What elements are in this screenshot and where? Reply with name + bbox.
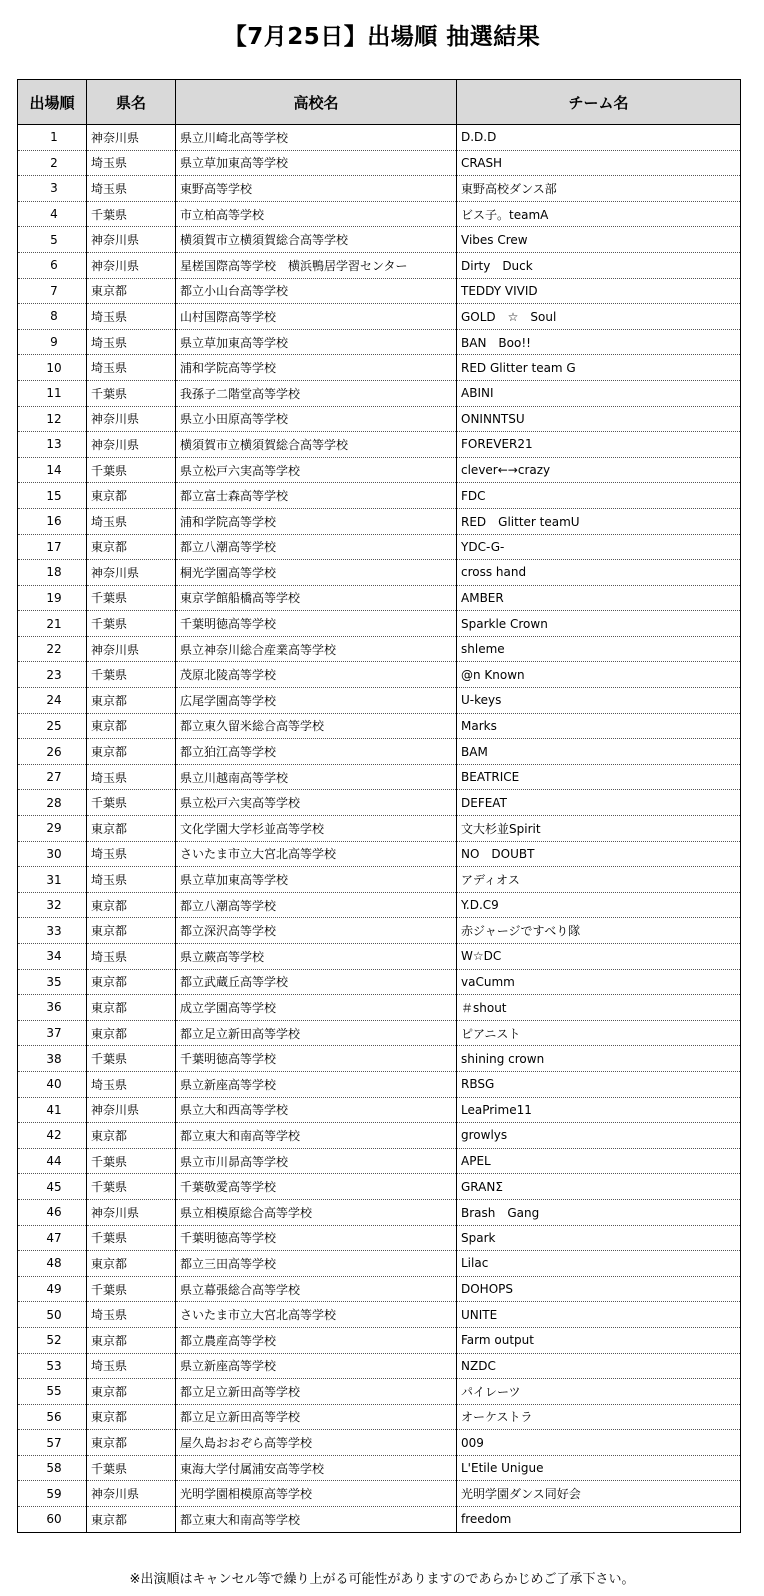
table-row — [18, 1481, 741, 1507]
prefecture-cell: 埼玉県 — [87, 841, 176, 867]
table-row — [18, 355, 741, 381]
team-cell: Vibes Crew — [457, 227, 741, 253]
prefecture-cell: 埼玉県 — [87, 867, 176, 893]
table-row — [18, 406, 741, 432]
team-cell: vaCumm — [457, 969, 741, 995]
table-row — [18, 1123, 741, 1149]
prefecture-cell: 東京都 — [87, 969, 176, 995]
school-cell: 県立草加東高等学校 — [176, 150, 457, 176]
column-header-team: チーム名 — [457, 80, 741, 125]
order-cell: 26 — [18, 739, 87, 765]
order-cell: 56 — [18, 1404, 87, 1430]
school-cell: 都立狛江高等学校 — [176, 739, 457, 765]
team-cell: AMBER — [457, 585, 741, 611]
table-row — [18, 892, 741, 918]
school-cell: 都立東大和南高等学校 — [176, 1507, 457, 1533]
school-cell: 都立東久留米総合高等学校 — [176, 713, 457, 739]
prefecture-cell: 東京都 — [87, 1379, 176, 1405]
table-row — [18, 841, 741, 867]
table-row — [18, 790, 741, 816]
table-row — [18, 201, 741, 227]
table-row — [18, 304, 741, 330]
page-title: 【7月25日】出場順 抽選結果 — [223, 24, 541, 50]
table-row — [18, 1302, 741, 1328]
school-cell: 千葉明徳高等学校 — [176, 1225, 457, 1251]
order-cell: 35 — [18, 969, 87, 995]
order-cell: 1 — [18, 125, 87, 151]
team-cell: DOHOPS — [457, 1276, 741, 1302]
table-row — [18, 278, 741, 304]
table-row — [18, 534, 741, 560]
table-row — [18, 1507, 741, 1533]
prefecture-cell: 埼玉県 — [87, 329, 176, 355]
team-cell: shining crown — [457, 1046, 741, 1072]
table-row — [18, 1071, 741, 1097]
order-cell: 29 — [18, 816, 87, 842]
prefecture-cell: 東京都 — [87, 1020, 176, 1046]
team-cell: ピアニスト — [457, 1020, 741, 1046]
order-cell: 37 — [18, 1020, 87, 1046]
table-row — [18, 918, 741, 944]
team-cell: 009 — [457, 1430, 741, 1456]
order-cell: 33 — [18, 918, 87, 944]
table-row — [18, 252, 741, 278]
order-cell: 8 — [18, 304, 87, 330]
table-row — [18, 1148, 741, 1174]
team-cell: 東野高校ダンス部 — [457, 176, 741, 202]
prefecture-cell: 埼玉県 — [87, 150, 176, 176]
table-row — [18, 764, 741, 790]
table-row — [18, 508, 741, 534]
order-cell: 15 — [18, 483, 87, 509]
table-row — [18, 969, 741, 995]
team-cell: NZDC — [457, 1353, 741, 1379]
team-cell: オーケストラ — [457, 1404, 741, 1430]
order-cell: 22 — [18, 636, 87, 662]
school-cell: 文化学園大学杉並高等学校 — [176, 816, 457, 842]
table-row — [18, 432, 741, 458]
school-cell: 桐光学園高等学校 — [176, 560, 457, 586]
table-row — [18, 1225, 741, 1251]
order-cell: 31 — [18, 867, 87, 893]
prefecture-cell: 東京都 — [87, 534, 176, 560]
team-cell: Y.D.C9 — [457, 892, 741, 918]
table-row — [18, 1174, 741, 1200]
school-cell: 成立学園高等学校 — [176, 995, 457, 1021]
prefecture-cell: 千葉県 — [87, 201, 176, 227]
school-cell: 都立三田高等学校 — [176, 1251, 457, 1277]
prefecture-cell: 千葉県 — [87, 790, 176, 816]
table-row — [18, 125, 741, 151]
table-row — [18, 457, 741, 483]
team-cell: パイレーツ — [457, 1379, 741, 1405]
order-cell: 7 — [18, 278, 87, 304]
prefecture-cell: 東京都 — [87, 713, 176, 739]
prefecture-cell: 東京都 — [87, 483, 176, 509]
prefecture-cell: 東京都 — [87, 1430, 176, 1456]
prefecture-cell: 埼玉県 — [87, 176, 176, 202]
school-cell: 横須賀市立横須賀総合高等学校 — [176, 432, 457, 458]
team-cell: DEFEAT — [457, 790, 741, 816]
prefecture-cell: 神奈川県 — [87, 1199, 176, 1225]
order-cell: 4 — [18, 201, 87, 227]
team-cell: Lilac — [457, 1251, 741, 1277]
prefecture-cell: 東京都 — [87, 1327, 176, 1353]
school-cell: 都立深沢高等学校 — [176, 918, 457, 944]
prefecture-cell: 神奈川県 — [87, 560, 176, 586]
prefecture-cell: 東京都 — [87, 995, 176, 1021]
table-body — [18, 125, 741, 1533]
prefecture-cell: 千葉県 — [87, 611, 176, 637]
order-cell: 59 — [18, 1481, 87, 1507]
team-cell: RED Glitter team G — [457, 355, 741, 381]
order-cell: 12 — [18, 406, 87, 432]
team-cell: Brash Gang — [457, 1199, 741, 1225]
order-cell: 3 — [18, 176, 87, 202]
column-header-order: 出場順 — [18, 80, 87, 125]
team-cell: @n Known — [457, 662, 741, 688]
school-cell: 県立神奈川総合産業高等学校 — [176, 636, 457, 662]
order-cell: 42 — [18, 1123, 87, 1149]
school-cell: 県立相模原総合高等学校 — [176, 1199, 457, 1225]
order-cell: 14 — [18, 457, 87, 483]
school-cell: 県立草加東高等学校 — [176, 329, 457, 355]
prefecture-cell: 千葉県 — [87, 1455, 176, 1481]
team-cell: APEL — [457, 1148, 741, 1174]
order-cell: 58 — [18, 1455, 87, 1481]
order-cell: 55 — [18, 1379, 87, 1405]
team-cell: Dirty Duck — [457, 252, 741, 278]
order-cell: 34 — [18, 944, 87, 970]
school-cell: 都立小山台高等学校 — [176, 278, 457, 304]
prefecture-cell: 神奈川県 — [87, 1481, 176, 1507]
team-cell: shleme — [457, 636, 741, 662]
team-cell: FDC — [457, 483, 741, 509]
order-cell: 13 — [18, 432, 87, 458]
table-row — [18, 1379, 741, 1405]
prefecture-cell: 東京都 — [87, 816, 176, 842]
school-cell: 県立大和西高等学校 — [176, 1097, 457, 1123]
order-cell: 36 — [18, 995, 87, 1021]
team-cell: GRANΣ — [457, 1174, 741, 1200]
team-cell: D.D.D — [457, 125, 741, 151]
school-cell: さいたま市立大宮北高等学校 — [176, 1302, 457, 1328]
order-cell: 23 — [18, 662, 87, 688]
team-cell: LeaPrime11 — [457, 1097, 741, 1123]
order-cell: 52 — [18, 1327, 87, 1353]
table-row — [18, 380, 741, 406]
team-cell: 赤ジャージですべり隊 — [457, 918, 741, 944]
order-cell: 19 — [18, 585, 87, 611]
prefecture-cell: 東京都 — [87, 892, 176, 918]
school-cell: 千葉明徳高等学校 — [176, 611, 457, 637]
team-cell: cross hand — [457, 560, 741, 586]
footnote: ※出演順はキャンセル等で繰り上がる可能性がありますのであらかじめご了承下さい。 — [129, 1572, 635, 1587]
team-cell: NO DOUBT — [457, 841, 741, 867]
order-cell: 40 — [18, 1071, 87, 1097]
team-cell: Spark — [457, 1225, 741, 1251]
team-cell: TEDDY VIVID — [457, 278, 741, 304]
prefecture-cell: 埼玉県 — [87, 355, 176, 381]
school-cell: 横須賀市立横須賀総合高等学校 — [176, 227, 457, 253]
school-cell: 都立足立新田高等学校 — [176, 1020, 457, 1046]
order-cell: 60 — [18, 1507, 87, 1533]
order-cell: 17 — [18, 534, 87, 560]
table-row — [18, 1430, 741, 1456]
team-cell: FOREVER21 — [457, 432, 741, 458]
school-cell: 東京学館船橋高等学校 — [176, 585, 457, 611]
school-cell: 浦和学院高等学校 — [176, 355, 457, 381]
order-cell: 18 — [18, 560, 87, 586]
school-cell: 星槎国際高等学校 横浜鴨居学習センター — [176, 252, 457, 278]
table-row — [18, 1276, 741, 1302]
school-cell: 都立八潮高等学校 — [176, 534, 457, 560]
table-row — [18, 713, 741, 739]
order-cell: 50 — [18, 1302, 87, 1328]
team-cell: 文大杉並Spirit — [457, 816, 741, 842]
prefecture-cell: 埼玉県 — [87, 508, 176, 534]
order-cell: 16 — [18, 508, 87, 534]
table-row — [18, 1097, 741, 1123]
team-cell: ＃shout — [457, 995, 741, 1021]
order-cell: 2 — [18, 150, 87, 176]
table-row — [18, 483, 741, 509]
order-cell: 38 — [18, 1046, 87, 1072]
order-cell: 41 — [18, 1097, 87, 1123]
table-row — [18, 611, 741, 637]
table-row — [18, 1020, 741, 1046]
team-cell: U-keys — [457, 688, 741, 714]
prefecture-cell: 埼玉県 — [87, 944, 176, 970]
team-cell: ONINNTSU — [457, 406, 741, 432]
prefecture-cell: 神奈川県 — [87, 252, 176, 278]
prefecture-cell: 神奈川県 — [87, 227, 176, 253]
school-cell: 山村国際高等学校 — [176, 304, 457, 330]
table-row — [18, 227, 741, 253]
school-cell: 県立新座高等学校 — [176, 1071, 457, 1097]
prefecture-cell: 千葉県 — [87, 585, 176, 611]
school-cell: 屋久島おおぞら高等学校 — [176, 1430, 457, 1456]
prefecture-cell: 東京都 — [87, 1251, 176, 1277]
prefecture-cell: 千葉県 — [87, 1046, 176, 1072]
table-row — [18, 1046, 741, 1072]
school-cell: 都立東大和南高等学校 — [176, 1123, 457, 1149]
prefecture-cell: 神奈川県 — [87, 125, 176, 151]
table-row — [18, 1327, 741, 1353]
team-cell: freedom — [457, 1507, 741, 1533]
table-row — [18, 329, 741, 355]
school-cell: 県立蕨高等学校 — [176, 944, 457, 970]
order-cell: 10 — [18, 355, 87, 381]
prefecture-cell: 千葉県 — [87, 1148, 176, 1174]
prefecture-cell: 東京都 — [87, 1123, 176, 1149]
prefecture-cell: 千葉県 — [87, 1225, 176, 1251]
team-cell: アディオス — [457, 867, 741, 893]
team-cell: L'Etile Unigue — [457, 1455, 741, 1481]
school-cell: 県立川崎北高等学校 — [176, 125, 457, 151]
prefecture-cell: 千葉県 — [87, 380, 176, 406]
table-header-row — [18, 80, 741, 125]
table-row — [18, 585, 741, 611]
team-cell: Sparkle Crown — [457, 611, 741, 637]
team-cell: BAM — [457, 739, 741, 765]
team-cell: W☆DC — [457, 944, 741, 970]
team-cell: clever←→crazy — [457, 457, 741, 483]
prefecture-cell: 神奈川県 — [87, 1097, 176, 1123]
order-cell: 9 — [18, 329, 87, 355]
team-cell: Farm output — [457, 1327, 741, 1353]
team-cell: growlys — [457, 1123, 741, 1149]
team-cell: UNITE — [457, 1302, 741, 1328]
table-row — [18, 739, 741, 765]
school-cell: 市立柏高等学校 — [176, 201, 457, 227]
order-cell: 44 — [18, 1148, 87, 1174]
school-cell: 光明学園相模原高等学校 — [176, 1481, 457, 1507]
order-cell: 53 — [18, 1353, 87, 1379]
team-cell: BEATRICE — [457, 764, 741, 790]
table-row — [18, 688, 741, 714]
table-row — [18, 560, 741, 586]
prefecture-cell: 千葉県 — [87, 1174, 176, 1200]
school-cell: 県立草加東高等学校 — [176, 867, 457, 893]
school-cell: 県立川越南高等学校 — [176, 764, 457, 790]
table-row — [18, 1455, 741, 1481]
school-cell: 県立松戸六実高等学校 — [176, 457, 457, 483]
order-cell: 21 — [18, 611, 87, 637]
table-row — [18, 816, 741, 842]
prefecture-cell: 千葉県 — [87, 662, 176, 688]
school-cell: さいたま市立大宮北高等学校 — [176, 841, 457, 867]
order-cell: 25 — [18, 713, 87, 739]
prefecture-cell: 神奈川県 — [87, 636, 176, 662]
school-cell: 県立新座高等学校 — [176, 1353, 457, 1379]
school-cell: 県立市川昴高等学校 — [176, 1148, 457, 1174]
team-cell: 光明学園ダンス同好会 — [457, 1481, 741, 1507]
school-cell: 都立武蔵丘高等学校 — [176, 969, 457, 995]
team-cell: BAN Boo!! — [457, 329, 741, 355]
school-cell: 都立富士森高等学校 — [176, 483, 457, 509]
school-cell: 県立小田原高等学校 — [176, 406, 457, 432]
school-cell: 東海大学付属浦安高等学校 — [176, 1455, 457, 1481]
school-cell: 都立足立新田高等学校 — [176, 1404, 457, 1430]
table-row — [18, 150, 741, 176]
school-cell: 浦和学院高等学校 — [176, 508, 457, 534]
team-cell: CRASH — [457, 150, 741, 176]
column-header-school: 高校名 — [176, 80, 457, 125]
order-cell: 45 — [18, 1174, 87, 1200]
order-cell: 57 — [18, 1430, 87, 1456]
school-cell: 千葉明徳高等学校 — [176, 1046, 457, 1072]
prefecture-cell: 東京都 — [87, 1404, 176, 1430]
prefecture-cell: 千葉県 — [87, 1276, 176, 1302]
table-row — [18, 662, 741, 688]
prefecture-cell: 千葉県 — [87, 457, 176, 483]
table-row — [18, 636, 741, 662]
order-cell: 49 — [18, 1276, 87, 1302]
school-cell: 県立幕張総合高等学校 — [176, 1276, 457, 1302]
prefecture-cell: 神奈川県 — [87, 432, 176, 458]
column-header-prefecture: 県名 — [87, 80, 176, 125]
school-cell: 広尾学園高等学校 — [176, 688, 457, 714]
table-row — [18, 867, 741, 893]
table-row — [18, 1353, 741, 1379]
prefecture-cell: 埼玉県 — [87, 1302, 176, 1328]
team-cell: RBSG — [457, 1071, 741, 1097]
prefecture-cell: 東京都 — [87, 688, 176, 714]
team-cell: ビス子。teamA — [457, 201, 741, 227]
team-cell: ABINI — [457, 380, 741, 406]
order-cell: 32 — [18, 892, 87, 918]
school-cell: 茂原北陵高等学校 — [176, 662, 457, 688]
prefecture-cell: 埼玉県 — [87, 1071, 176, 1097]
school-cell: 都立足立新田高等学校 — [176, 1379, 457, 1405]
school-cell: 我孫子二階堂高等学校 — [176, 380, 457, 406]
table-row — [18, 1251, 741, 1277]
table-row — [18, 1404, 741, 1430]
prefecture-cell: 東京都 — [87, 1507, 176, 1533]
table-row — [18, 944, 741, 970]
order-cell: 30 — [18, 841, 87, 867]
school-cell: 県立松戸六実高等学校 — [176, 790, 457, 816]
table-row — [18, 995, 741, 1021]
prefecture-cell: 神奈川県 — [87, 406, 176, 432]
order-cell: 28 — [18, 790, 87, 816]
prefecture-cell: 埼玉県 — [87, 1353, 176, 1379]
order-cell: 24 — [18, 688, 87, 714]
order-cell: 46 — [18, 1199, 87, 1225]
order-cell: 48 — [18, 1251, 87, 1277]
team-cell: YDC-G- — [457, 534, 741, 560]
prefecture-cell: 東京都 — [87, 918, 176, 944]
team-cell: RED Glitter teamU — [457, 508, 741, 534]
order-cell: 6 — [18, 252, 87, 278]
team-cell: GOLD ☆ Soul — [457, 304, 741, 330]
school-cell: 都立八潮高等学校 — [176, 892, 457, 918]
table-row — [18, 176, 741, 202]
team-cell: Marks — [457, 713, 741, 739]
order-cell: 27 — [18, 764, 87, 790]
order-cell: 11 — [18, 380, 87, 406]
order-cell: 5 — [18, 227, 87, 253]
table-row — [18, 1199, 741, 1225]
order-cell: 47 — [18, 1225, 87, 1251]
school-cell: 都立農産高等学校 — [176, 1327, 457, 1353]
results-table — [17, 79, 741, 1533]
prefecture-cell: 埼玉県 — [87, 304, 176, 330]
school-cell: 東野高等学校 — [176, 176, 457, 202]
school-cell: 千葉敬愛高等学校 — [176, 1174, 457, 1200]
prefecture-cell: 埼玉県 — [87, 764, 176, 790]
prefecture-cell: 東京都 — [87, 278, 176, 304]
prefecture-cell: 東京都 — [87, 739, 176, 765]
